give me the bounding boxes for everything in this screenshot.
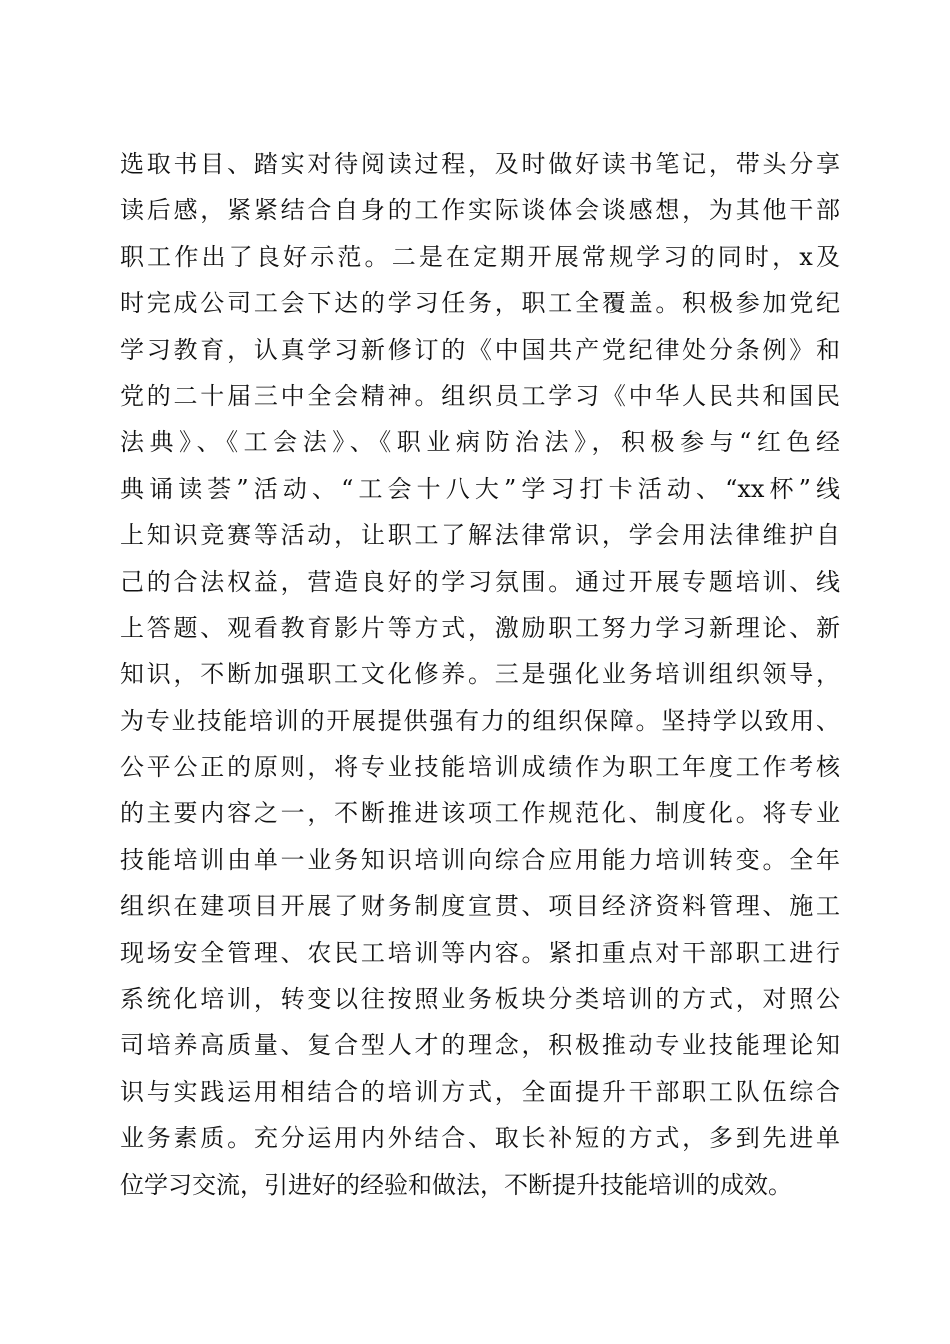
text-line: 组织在建项目开展了财务制度宣贯、项目经济资料管理、施工 [120, 892, 840, 921]
text-line: 上知识竞赛等活动，让职工了解法律常识，学会用法律维护自 [120, 521, 840, 550]
text-line: 技能培训由单一业务知识培训向综合应用能力培训转变。全年 [120, 845, 840, 874]
text-line: 读后感，紧紧结合自身的工作实际谈体会谈感想，为其他干部 [120, 196, 840, 225]
body-paragraph [120, 141, 840, 1208]
text-line: 知识，不断加强职工文化修养。三是强化业务培训组织领导， [120, 660, 840, 689]
text-line: 选取书目、踏实对待阅读过程，及时做好读书笔记，带头分享 [120, 150, 840, 178]
text-line: 己的合法权益，营造良好的学习氛围。通过开展专题培训、线 [120, 567, 840, 596]
text-line: 职工作出了良好示范。二是在定期开展常规学习的同时，x及 [120, 242, 840, 271]
text-line: 学习教育，认真学习新修订的《中国共产党纪律处分条例》和 [120, 335, 840, 364]
text-line: 为专业技能培训的开展提供强有力的组织保障。坚持学以致用、 [120, 706, 840, 735]
text-line: 位学习交流，引进好的经验和做法，不断提升技能培训的成效。 [120, 1170, 792, 1199]
text-line: 党的二十届三中全会精神。组织员工学习《中华人民共和国民 [120, 381, 840, 410]
text-line: 上答题、观看教育影片等方式，激励职工努力学习新理论、新 [120, 613, 840, 642]
text-line: 法典》、《工会法》、《职业病防治法》，积极参与“红色经 [120, 428, 840, 457]
text-line: 公平公正的原则，将专业技能培训成绩作为职工年度工作考核 [120, 753, 840, 782]
text-line: 的主要内容之一，不断推进该项工作规范化、制度化。将专业 [120, 799, 840, 828]
text-line: 现场安全管理、农民工培训等内容。紧扣重点对干部职工进行 [120, 938, 840, 967]
text-line: 系统化培训，转变以往按照业务板块分类培训的方式，对照公 [120, 985, 840, 1014]
text-line: 时完成公司工会下达的学习任务，职工全覆盖。积极参加党纪 [120, 289, 840, 318]
text-line: 业务素质。充分运用内外结合、取长补短的方式，多到先进单 [120, 1124, 840, 1153]
text-line: 识与实践运用相结合的培训方式，全面提升干部职工队伍综合 [120, 1077, 840, 1106]
text-line: 典诵读荟”活动、“工会十八大”学习打卡活动、“xx杯”线 [120, 474, 840, 503]
text-line: 司培养高质量、复合型人才的理念，积极推动专业技能理论知 [120, 1031, 840, 1060]
